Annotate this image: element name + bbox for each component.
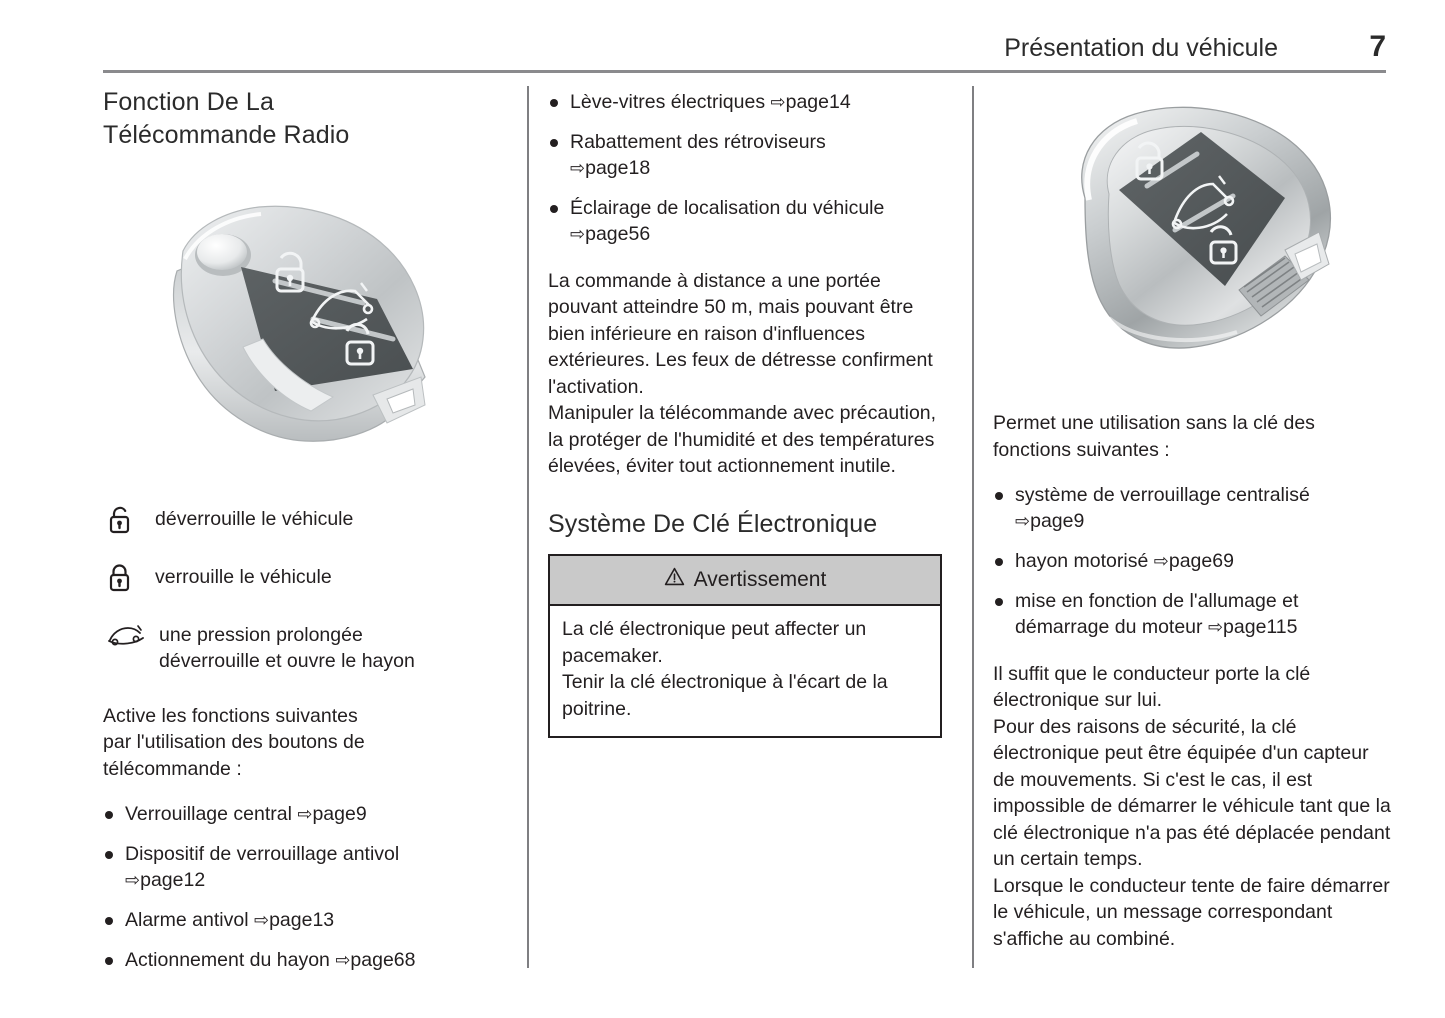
tailgate-car-icon (103, 619, 149, 653)
legend-label-lock: verrouille le véhicule (155, 566, 332, 588)
page-ref[interactable]: page9 (312, 803, 367, 826)
bullet-dot-icon (995, 492, 1003, 500)
page-ref[interactable]: page68 (350, 949, 416, 972)
column-divider-right (972, 86, 974, 968)
right-paragraph-motion-sensor: Pour des raisons de sécurité, la clé électronique peut être équipée d'un capteur de mouvements. Si c'est le cas, il est impossible de démarrer le véhicule tant que la clé électronique n'a pas été déplacée pendant un certain temps. (993, 715, 1391, 871)
page-ref[interactable]: page14 (785, 91, 851, 113)
list-item: Verrouillage central ⇨page9 (103, 802, 501, 828)
bullet-dot-icon (550, 205, 558, 213)
page-ref-arrow-icon: ⇨ (335, 950, 351, 972)
bullet-dot-icon (105, 957, 113, 965)
header-rule (103, 70, 1386, 73)
warning-box (548, 554, 942, 738)
page-title: Présentation du véhicule (1004, 34, 1278, 62)
list-item: hayon motorisé ⇨page69 (993, 549, 1391, 575)
bullet-dot-icon (550, 139, 558, 147)
list-item: Actionnement du hayon ⇨page68 (103, 948, 501, 974)
lock-icon (103, 561, 137, 595)
right-bullet-list (993, 483, 1391, 641)
page-ref-arrow-icon: ⇨ (1153, 550, 1169, 572)
list-item: Éclairage de localisation du véhicule ⇨page56 (548, 196, 946, 248)
list-item: Rabattement des rétroviseurs ⇨page18 (548, 130, 946, 182)
page-ref-arrow-icon: ⇨ (570, 157, 586, 179)
left-bullet-list (103, 802, 501, 974)
section-title-remote-function: Fonction De La Télécommande Radio (103, 88, 350, 149)
page-ref-arrow-icon: ⇨ (1207, 616, 1224, 638)
flip-key-remote-svg (125, 179, 465, 469)
legend-label-unlock: déverrouille le véhicule (155, 508, 354, 530)
left-column (103, 86, 501, 974)
bullet-dot-icon (550, 99, 558, 107)
page-ref[interactable]: page9 (1030, 509, 1085, 532)
right-paragraph-carry: Il suffit que le conducteur porte la clé électronique sur lui. (993, 662, 1311, 712)
list-item: Dispositif de verrouillage antivol ⇨page12 (103, 842, 501, 894)
smart-key-illustration (989, 80, 1389, 410)
warning-triangle-icon (664, 567, 685, 592)
page-ref[interactable]: page13 (269, 909, 335, 932)
page-ref-arrow-icon: ⇨ (770, 92, 786, 113)
right-intro-paragraph: Permet une utilisation sans la clé des fonctions suivantes : (993, 412, 1315, 461)
page-header (103, 30, 1386, 70)
page-ref-arrow-icon: ⇨ (253, 910, 270, 932)
smart-key-svg (989, 80, 1389, 410)
bullet-dot-icon (105, 811, 113, 819)
right-column (993, 86, 1391, 952)
middle-paragraph-range: La commande à distance a une portée pouvant atteindre 50 m, mais pouvant être bien inférieure en raison d'influences extérieures. Les feux de détresse confirment l'activation. (548, 269, 933, 398)
page-ref-arrow-icon: ⇨ (1015, 510, 1031, 532)
bullet-dot-icon (105, 851, 113, 859)
warning-box-header (550, 556, 940, 606)
page-ref-arrow-icon: ⇨ (125, 870, 141, 892)
column-divider-left (527, 86, 529, 968)
warning-box-body: La clé électronique peut affecter un pacemaker. Tenir la clé électronique à l'écart de la poitrine. (550, 606, 940, 736)
page-ref[interactable]: page69 (1168, 549, 1234, 572)
list-item: Alarme antivol ⇨page13 (103, 908, 501, 934)
flip-key-remote-illustration (125, 179, 465, 469)
page-ref-arrow-icon: ⇨ (297, 804, 313, 826)
page-ref[interactable]: page56 (585, 222, 651, 245)
page-ref[interactable]: page18 (585, 156, 651, 179)
page-number: 7 (1369, 30, 1386, 63)
left-intro-paragraph: Active les fonctions suivantes par l'utilisation des boutons de télécommande : (103, 704, 365, 780)
legend-row-lock (103, 561, 501, 595)
page-ref-arrow-icon: ⇨ (570, 223, 586, 245)
section-title-electronic-key: Système De Clé Électronique (548, 509, 878, 538)
unlock-icon (103, 503, 137, 537)
middle-column (548, 86, 946, 738)
legend-label-tailgate: une pression prolongée déverrouille et ouvre le hayon (159, 624, 415, 672)
page-ref[interactable]: page115 (1223, 615, 1298, 638)
legend-row-unlock (103, 503, 501, 537)
bullet-dot-icon (105, 917, 113, 925)
legend-row-tailgate (103, 619, 501, 675)
page-ref[interactable]: page12 (140, 869, 206, 892)
middle-bullet-list (548, 90, 946, 248)
bullet-dot-icon (995, 598, 1003, 606)
middle-paragraph-care: Manipuler la télécommande avec précaution, la protéger de l'humidité et des températures élevées, éviter tout actionnement inutile. (548, 402, 937, 478)
right-paragraph-message: Lorsque le conducteur tente de faire démarrer le véhicule, un message correspondant s'affiche au combiné. (993, 874, 1390, 950)
list-item: mise en fonction de l'allumage et démarrage du moteur ⇨page115 (993, 589, 1391, 641)
list-item: système de verrouillage centralisé ⇨page9 (993, 483, 1391, 535)
bullet-dot-icon (995, 558, 1003, 566)
remote-button-legend (103, 503, 501, 675)
list-item: Lève-vitres électriques ⇨page14 (548, 90, 946, 116)
warning-heading-label: Avertissement (693, 567, 827, 591)
